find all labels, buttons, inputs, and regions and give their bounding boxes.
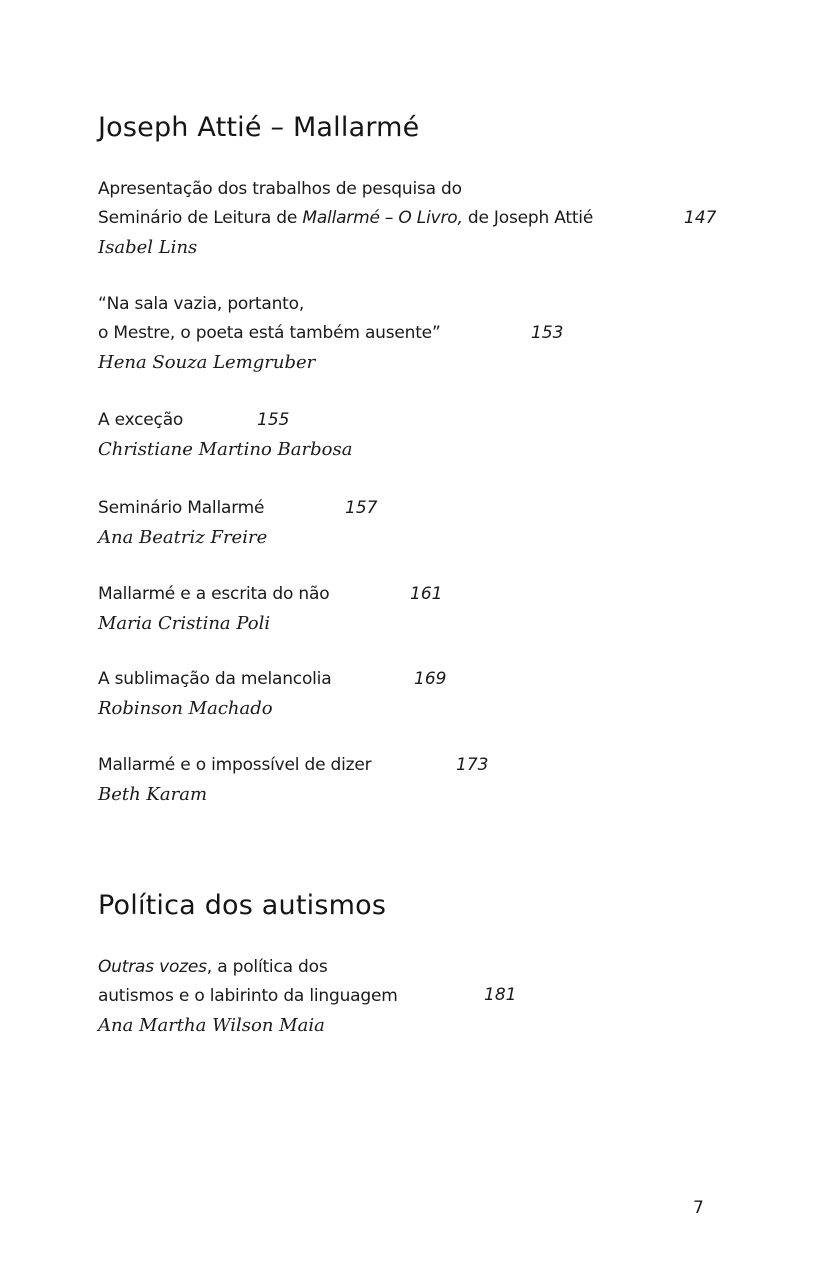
section-title-autismos: Política dos autismos	[98, 890, 387, 921]
toc-entry[interactable]	[98, 580, 329, 638]
section-title-mallarme: Joseph Attié – Mallarmé	[98, 112, 420, 143]
entry-page-number[interactable]: 173	[456, 755, 489, 775]
entry-page-number[interactable]: 155	[257, 410, 290, 430]
entry-title-line: Seminário Mallarmé	[98, 498, 265, 518]
entry-title-line	[98, 204, 593, 233]
entry-author: Maria Cristina Poli	[98, 613, 271, 634]
toc-entry[interactable]	[98, 665, 331, 723]
entry-author: Isabel Lins	[98, 237, 198, 258]
entry-author: Robinson Machado	[98, 698, 273, 719]
entry-author: Christiane Martino Barbosa	[98, 439, 353, 460]
page-folio-number: 7	[693, 1198, 704, 1218]
entry-page-number[interactable]: 169	[414, 669, 447, 689]
toc-entry[interactable]	[98, 290, 441, 377]
entry-title-line: Mallarmé e o impossível de dizer	[98, 755, 372, 775]
entry-page-number[interactable]: 157	[345, 498, 378, 518]
entry-title-line: o Mestre, o poeta está também ausente”	[98, 323, 441, 343]
entry-page-number[interactable]: 161	[410, 584, 443, 604]
book-title-italic: Mallarmé – O Livro,	[302, 208, 463, 228]
title-text: de Joseph Attié	[462, 208, 594, 228]
toc-entry[interactable]	[98, 953, 398, 1040]
entry-title-line: A sublimação da melancolia	[98, 669, 332, 689]
entry-title-line: “Na sala vazia, portanto,	[98, 294, 305, 314]
toc-entry[interactable]	[98, 494, 267, 552]
entry-page-number[interactable]: 181	[484, 985, 517, 1005]
toc-entry[interactable]	[98, 406, 352, 464]
article-title-italic: Outras vozes	[98, 957, 207, 977]
entry-title-line: A exceção	[98, 410, 184, 430]
toc-entry[interactable]	[98, 751, 371, 809]
entry-author: Ana Martha Wilson Maia	[98, 1015, 325, 1036]
title-text: Seminário de Leitura de	[98, 208, 303, 228]
entry-author: Ana Beatriz Freire	[98, 527, 268, 548]
entry-title-line: Apresentação dos trabalhos de pesquisa do	[98, 179, 462, 199]
entry-title-line: Mallarmé e a escrita do não	[98, 584, 330, 604]
entry-title-line	[98, 953, 398, 982]
toc-entry[interactable]	[98, 175, 593, 262]
entry-author: Beth Karam	[98, 784, 208, 805]
entry-author: Hena Souza Lemgruber	[98, 352, 316, 373]
title-text: , a política dos	[206, 957, 328, 977]
entry-title-line: autismos e o labirinto da linguagem	[98, 986, 398, 1006]
entry-page-number[interactable]: 153	[531, 323, 564, 343]
entry-page-number[interactable]: 147	[684, 208, 717, 228]
